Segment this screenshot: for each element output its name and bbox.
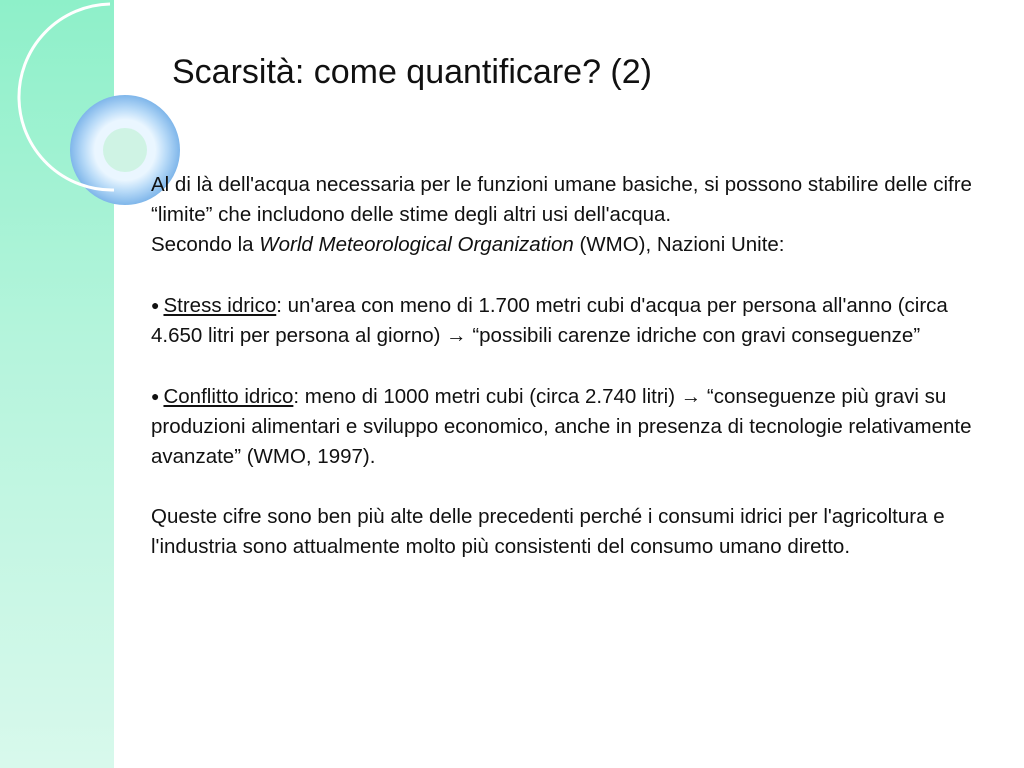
bullet-dot-icon: ● [151, 297, 160, 313]
bullet-conflitto-idrico [151, 381, 981, 472]
intro-text: Al di là dell'acqua necessaria per le funzioni umane basiche, si possono stabilire delle cifre “limite” che includono delle stime degli altri usi dell'acqua. [151, 173, 972, 226]
intro-suffix: (WMO), Nazioni Unite: [573, 233, 785, 256]
conclusion-paragraph: Queste cifre sono ben più alte delle precedenti perché i consumi idrici per l'agricoltura e l'industria sono attualmente molto più consistenti del consumo umano diretto. [151, 505, 945, 558]
bullet-text: : meno di 1000 metri cubi (circa 2.740 litri) → “conseguenze più gravi su produzioni alimentari e sviluppo economico, anche in presenza di tecnologie relativamente avanzate” (WMO, 1997). [151, 385, 972, 468]
bullet-stress-idrico [151, 290, 981, 351]
bullet-term: Stress idrico [163, 294, 277, 317]
bullet-dot-icon: ● [151, 388, 160, 404]
inner-circle-shape [103, 128, 147, 172]
intro-paragraph [151, 170, 981, 260]
bullet-term: Conflitto idrico [163, 385, 294, 408]
bullet-text: : un'area con meno di 1.700 metri cubi d'acqua per persona all'anno (circa 4.650 litri per persona al giorno) → “possibili carenze idriche con gravi conseguenze” [151, 294, 948, 347]
slide-body [151, 170, 981, 562]
slide-title: Scarsità: come quantificare? (2) [172, 53, 652, 91]
organization-name: World Meteorological Organization [259, 233, 574, 256]
intro-prefix: Secondo la [151, 233, 260, 256]
